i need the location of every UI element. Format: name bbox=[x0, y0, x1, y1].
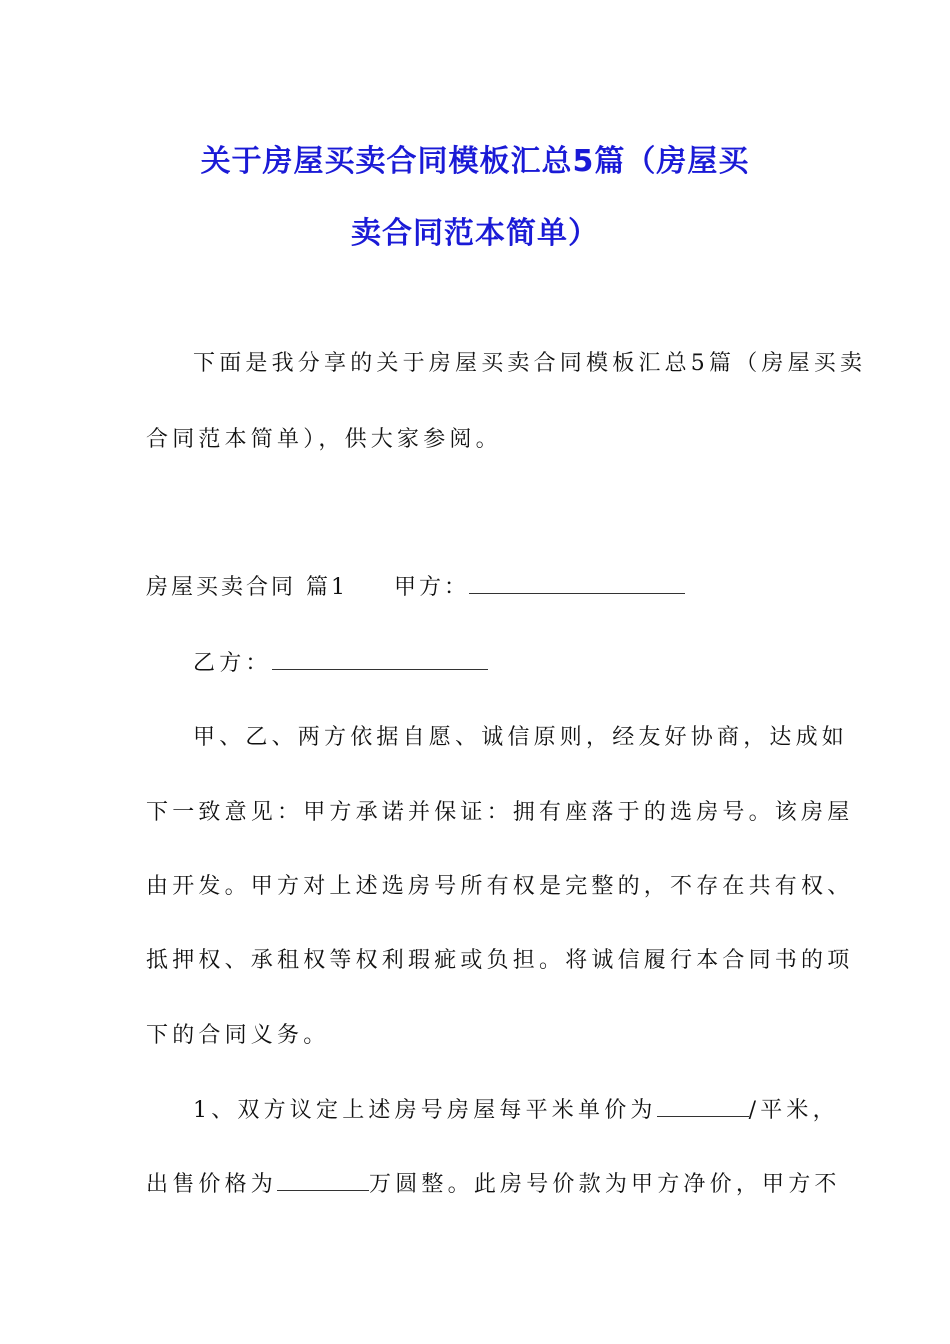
party-a-label: 甲方： bbox=[394, 575, 470, 600]
document-title-line-2: 卖合同范本简单） bbox=[351, 216, 599, 251]
party-a-blank bbox=[469, 573, 685, 594]
total-price-blank bbox=[277, 1170, 369, 1191]
para2-line-2-suffix: 万圆整。此房号价款为甲方净价，甲方不 bbox=[369, 1172, 841, 1197]
para1-line-5: 下的合同义务。 bbox=[146, 1023, 330, 1048]
para2-line-1 bbox=[193, 1093, 839, 1124]
para1-line-2: 下一致意见：甲方承诺并保证：拥有座落于的选房号。该房屋 bbox=[146, 800, 854, 825]
party-b-row bbox=[193, 646, 488, 677]
party-b-blank bbox=[272, 649, 488, 670]
document-title-line-1: 关于房屋买卖合同模板汇总5篇（房屋买 bbox=[200, 144, 750, 179]
section-heading: 房屋买卖合同 篇1 bbox=[146, 575, 348, 600]
para1-line-4: 抵押权、承租权等权利瑕疵或负担。将诚信履行本合同书的项 bbox=[146, 948, 854, 973]
party-b-label: 乙方： bbox=[193, 651, 272, 676]
para1-line-3: 由开发。甲方对上述选房号所有权是完整的，不存在共有权、 bbox=[146, 874, 854, 899]
intro-line-1: 下面是我分享的关于房屋买卖合同模板汇总5篇（房屋买卖 bbox=[193, 351, 867, 376]
para2-line-2 bbox=[146, 1167, 841, 1198]
unit-price-blank bbox=[657, 1096, 749, 1117]
para2-line-2-prefix: 出售价格为 bbox=[146, 1172, 278, 1197]
section-heading-row bbox=[146, 570, 685, 601]
para2-line-1-prefix: 1、双方议定上述房号房屋每平米单价为 bbox=[193, 1098, 657, 1123]
intro-line-2: 合同范本简单），供大家参阅。 bbox=[146, 427, 502, 452]
para2-line-1-suffix: /平米， bbox=[748, 1098, 839, 1123]
para1-line-1: 甲、乙、两方依据自愿、诚信原则，经友好协商，达成如 bbox=[193, 725, 849, 750]
